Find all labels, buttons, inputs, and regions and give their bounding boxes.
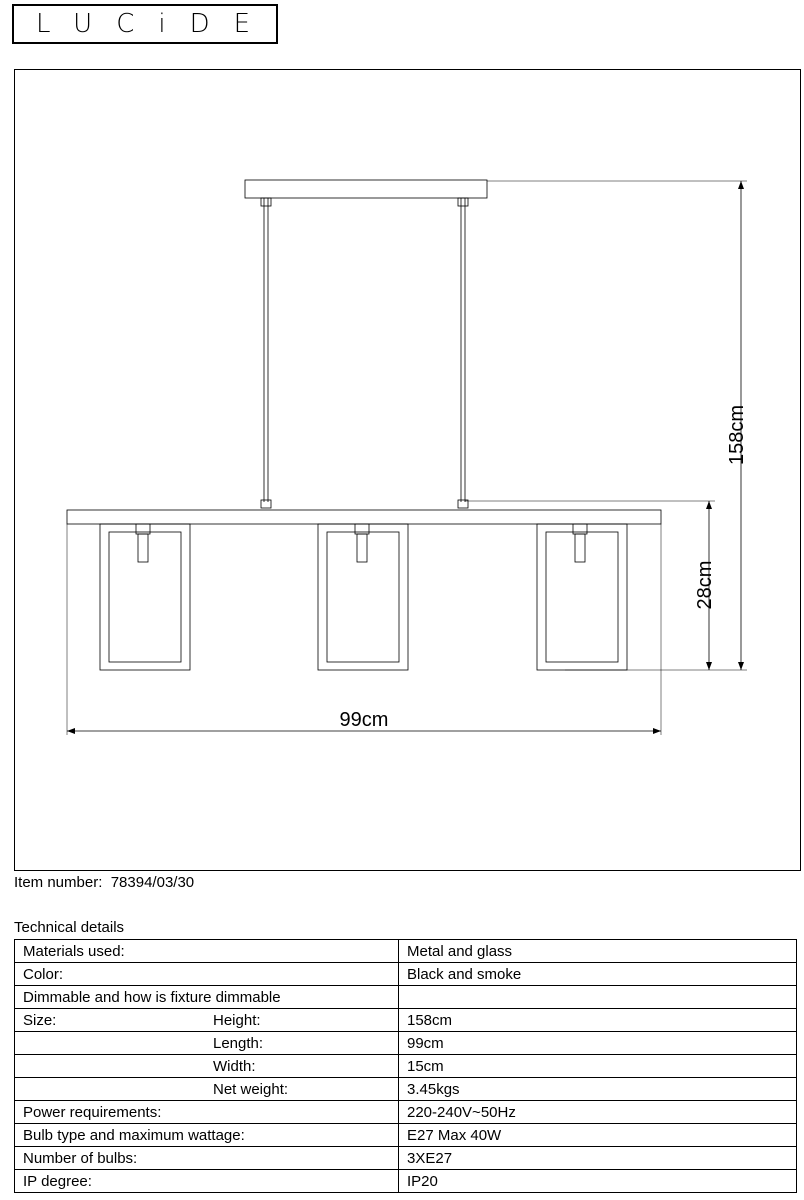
spec-value: 99cm <box>399 1032 797 1055</box>
spec-label-cell <box>15 963 399 986</box>
shade-middle <box>318 524 408 670</box>
spec-sublabel: Width: <box>213 1057 256 1075</box>
item-number-value: 78394/03/30 <box>110 874 195 891</box>
spec-label: Color: <box>23 965 64 983</box>
spec-row <box>15 1101 797 1124</box>
spec-row <box>15 986 797 1009</box>
spec-value: 220-240V~50Hz <box>399 1101 797 1124</box>
spec-row <box>15 1078 797 1101</box>
spec-sublabel: Net weight: <box>213 1080 289 1098</box>
spec-label <box>23 1081 213 1098</box>
spec-label-cell <box>15 940 399 963</box>
spec-label: Dimmable and how is fixture dimmable <box>23 988 281 1006</box>
item-number <box>14 874 194 891</box>
spec-label <box>23 1035 213 1052</box>
spec-label: Materials used: <box>23 942 125 960</box>
spec-row <box>15 1147 797 1170</box>
spec-label-cell <box>15 1078 399 1101</box>
spec-row <box>15 1124 797 1147</box>
brand-logo <box>12 4 278 44</box>
spec-label <box>23 1058 213 1075</box>
height-label: 158cm <box>726 404 748 466</box>
spec-label-cell <box>15 1009 399 1032</box>
ceiling-canopy <box>245 180 487 198</box>
technical-details-title: Technical details <box>14 919 125 936</box>
spec-label: Bulb type and maximum wattage: <box>23 1126 245 1144</box>
spec-value: 15cm <box>399 1055 797 1078</box>
spec-row <box>15 1009 797 1032</box>
spec-value: 3.45kgs <box>399 1078 797 1101</box>
length-label: 99cm <box>339 709 389 731</box>
shade-height-label: 28cm <box>694 560 716 610</box>
spec-row <box>15 963 797 986</box>
spec-label-cell <box>15 1170 399 1193</box>
spec-row <box>15 1032 797 1055</box>
spec-label-cell <box>15 1032 399 1055</box>
shade-right <box>537 524 627 670</box>
spec-label-cell <box>15 1055 399 1078</box>
shade-left <box>100 524 190 670</box>
spec-label-cell <box>15 1147 399 1170</box>
spec-label-cell <box>15 1101 399 1124</box>
spec-value: Metal and glass <box>399 940 797 963</box>
spec-label: Power requirements: <box>23 1103 162 1121</box>
technical-details-table <box>14 939 797 1193</box>
spec-value <box>399 986 797 1009</box>
spec-value: 158cm <box>399 1009 797 1032</box>
spec-row <box>15 940 797 963</box>
lamp-bar <box>67 510 661 524</box>
spec-label: IP degree: <box>23 1172 92 1190</box>
item-number-label: Item number: <box>14 874 103 891</box>
spec-sublabel: Height: <box>213 1011 261 1029</box>
spec-row <box>15 1170 797 1193</box>
spec-value: 3XE27 <box>399 1147 797 1170</box>
spec-label-cell <box>15 1124 399 1147</box>
spec-label: Size: <box>23 1011 57 1029</box>
spec-label: Number of bulbs: <box>23 1149 138 1167</box>
spec-row <box>15 1055 797 1078</box>
technical-drawing <box>14 69 801 871</box>
spec-sublabel: Length: <box>213 1034 264 1052</box>
spec-value: E27 Max 40W <box>399 1124 797 1147</box>
logo-text: LUCiDE <box>35 9 275 39</box>
spec-label-cell <box>15 986 399 1009</box>
spec-value: IP20 <box>399 1170 797 1193</box>
spec-value: Black and smoke <box>399 963 797 986</box>
lamp-drawing-svg <box>15 70 802 872</box>
